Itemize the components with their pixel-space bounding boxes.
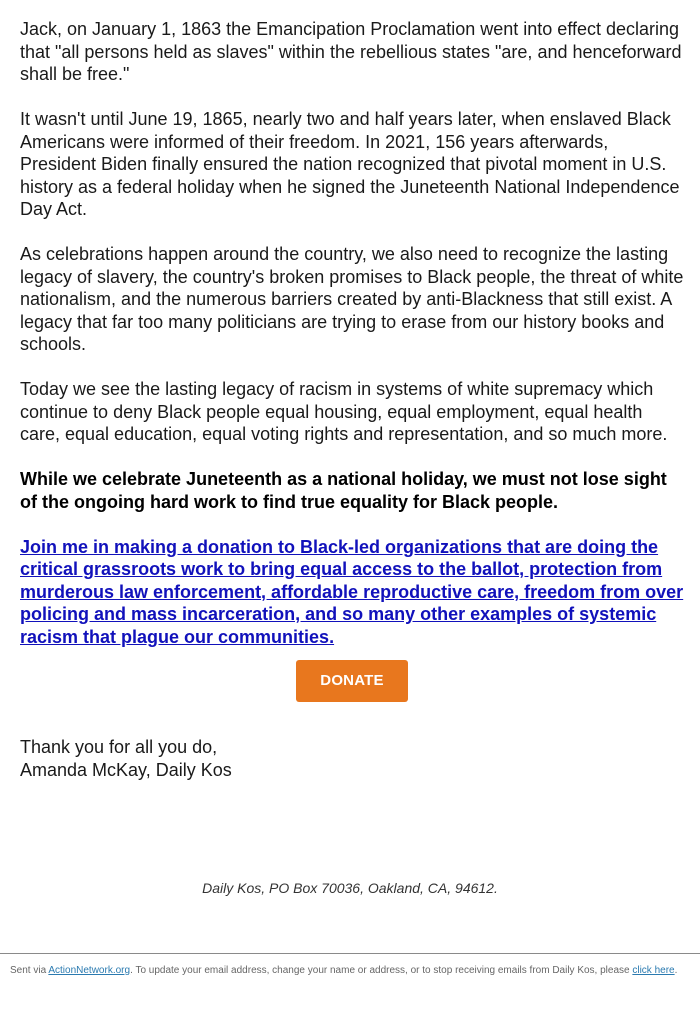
legacy-paragraph: As celebrations happen around the country, we also need to recognize the lasting legacy of slavery, the country's broken promises to Black people, the threat of white nationalism, and the numerous barriers created by anti-Blackness that still exist. A legacy that far too many politicians are trying to erase from our history books and schools. [20,244,684,354]
footer-sent-via-text: Sent via [10,965,49,976]
signoff-thanks: Thank you for all you do, [20,737,218,757]
signoff-signature: Amanda McKay, Daily Kos [20,759,232,780]
mailing-address: Daily Kos, PO Box 70036, Oakland, CA, 94612. [202,880,498,896]
donation-cta-link[interactable]: Join me in making a donation to Black-led organizations that are doing the critical grassroots work to bring equal access to the ballot, protection from murderous law enforcement, affordable reproductive care, freedom from over policing and mass incarceration, and so many other examples of systemic racism that plague our communities. [20,536,684,647]
donate-button-container [20,660,684,702]
footer-end-text: . [674,965,678,976]
intro-paragraph: Jack, on January 1, 1863 the Emancipation Proclamation went into effect declaring that "all persons held as slaves" within the rebellious states "are, and henceforward shall be free." [20,19,682,84]
click-here-link[interactable]: click here [632,965,675,976]
email-body [20,18,684,781]
bold-statement: While we celebrate Juneteenth as a national holiday, we must not lose sight of the ongoing hard work to find true equality for Black people. [20,469,667,512]
footer-divider [0,953,700,954]
donate-button[interactable]: DONATE [296,660,408,702]
actionnetwork-link[interactable]: ActionNetwork.org [48,965,131,976]
history-paragraph: It wasn't until June 19, 1865, nearly two and half years later, when enslaved Black Americans were informed of their freedom. In 2021, 156 years afterwards, President Biden finally ensured the nation recognized that pivotal moment in U.S. history as a federal holiday when he signed the Juneteenth National Independence Day Act. [20,109,680,219]
footer-update-text: . To update your email address, change your name or address, or to stop receiving emails from Daily Kos, please [130,965,633,976]
signoff [20,736,684,781]
racism-paragraph: Today we see the lasting legacy of racism in systems of white supremacy which continue to deny Black people equal housing, equal employment, equal health care, equal education, equal voting rights and representation, and so much more. [20,379,668,444]
email-footer [10,964,680,977]
